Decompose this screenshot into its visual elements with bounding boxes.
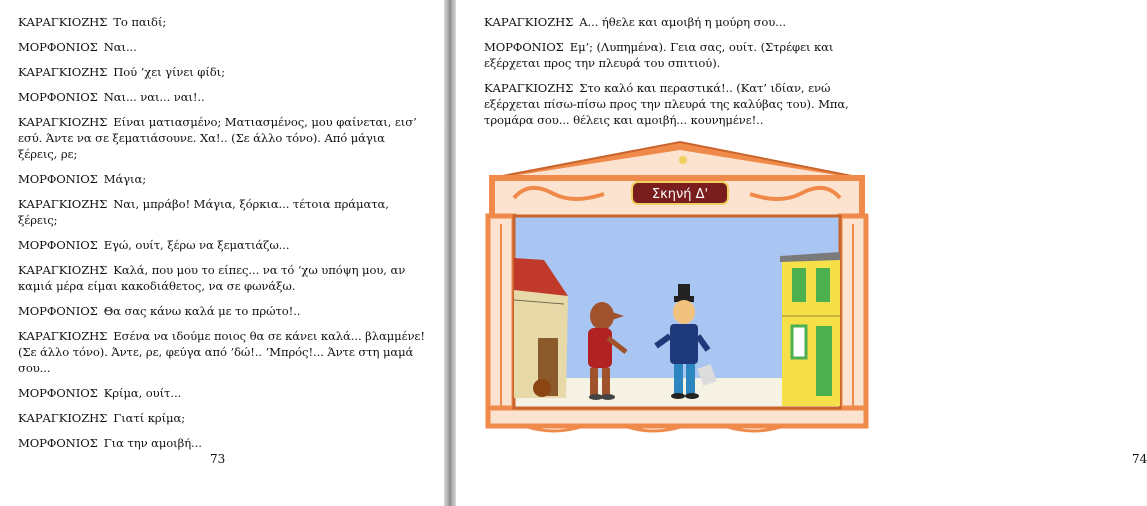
yellow-house-illustration (780, 252, 840, 406)
dialogue-text: Πού ’χει γίνει φίδι; (113, 65, 225, 79)
dialogue-text: Καλά, που μου το είπες... να τό ’χω υπόψη μου, αν καμιά μέρα είμαι κακοδιάθετος, να σε φωνάξω. (18, 263, 406, 293)
speaker-name: ΚΑΡΑΓΚΙΟΖΗΣ (18, 411, 108, 425)
dialogue-text: Ναι... (103, 40, 137, 54)
dialogue-line (18, 196, 426, 228)
dialogue-line (18, 303, 426, 319)
dialogue-line (18, 64, 426, 80)
dialogue-text: Το παιδί; (113, 15, 167, 29)
dialogue-list-left (18, 14, 426, 451)
dialogue-text: Εσένα να ιδούμε ποιος θα σε κάνει καλά... βλαμμένε! (Σε άλλο τόνο). Άντε, ρε, φεύγα από ’δώ!.. ’Μπρός!... Άντε στη μαμά σου... (18, 329, 425, 375)
scene-label: Σκηνή Δ' (651, 187, 709, 202)
dialogue-text: Εγώ, ουίτ, ξέρω να ξεματιάζω... (103, 238, 290, 252)
dialogue-text: Γιατί κρίμα; (113, 411, 186, 425)
dialogue-line (18, 114, 426, 162)
dialogue-text: Κρίμα, ουίτ... (103, 386, 182, 400)
page-number-left: 73 (210, 452, 226, 466)
dialogue-text: Μάγια; (103, 172, 147, 186)
stage-svg (484, 140, 870, 440)
speaker-name: ΜΟΡΦΟΝΙΟΣ (18, 436, 98, 450)
speaker-name: ΜΟΡΦΟΝΙΟΣ (18, 386, 98, 400)
speaker-name: ΚΑΡΑΓΚΙΟΖΗΣ (18, 329, 108, 343)
pediment-ornament (679, 156, 687, 164)
speaker-name: ΜΟΡΦΟΝΙΟΣ (18, 304, 98, 318)
speaker-name: ΜΟΡΦΟΝΙΟΣ (484, 40, 564, 54)
dialogue-line (484, 14, 885, 30)
dialogue-line (484, 80, 885, 128)
speaker-name: ΚΑΡΑΓΚΙΟΖΗΣ (484, 15, 574, 29)
dialogue-line (18, 171, 426, 187)
dialogue-line (18, 262, 426, 294)
dialogue-line (18, 328, 426, 376)
dialogue-line (18, 89, 426, 105)
dialogue-text: Είναι ματιασμένο; Ματιασμένος, μου φαίνεται, εισ’ εσύ. Άντε να σε ξεματιάσουνε. Χα!.. (Σε άλλο τόνο). Από μάγια ξέρεις, ρε; (18, 115, 417, 161)
speaker-name: ΜΟΡΦΟΝΙΟΣ (18, 172, 98, 186)
dialogue-list-right (484, 14, 885, 128)
speaker-name: ΜΟΡΦΟΝΙΟΣ (18, 40, 98, 54)
dialogue-text: Εμ’; (Λυπημένα). Γεια σας, ουίτ. (Στρέφει και εξέρχεται προς την πλευρά του σπιτιού). (484, 40, 834, 70)
dialogue-line (18, 435, 426, 451)
dialogue-line (18, 39, 426, 55)
dialogue-text: Για την αμοιβή... (103, 436, 202, 450)
speaker-name: ΚΑΡΑΓΚΙΟΖΗΣ (18, 65, 108, 79)
stage-base (488, 408, 866, 426)
dialogue-line (18, 385, 426, 401)
page-number-right: 74 (1132, 452, 1147, 466)
speaker-name: ΚΑΡΑΓΚΙΟΖΗΣ (18, 115, 108, 129)
dialogue-text: Α... ήθελε και αμοιβή η μούρη σου... (579, 15, 786, 29)
stage-pediment-inner (512, 150, 842, 176)
dialogue-text: Ναι, μπράβο! Μάγια, ξόρκια... τέτοια πράματα, ξέρεις; (18, 197, 389, 227)
dialogue-text: Ναι... ναι... ναι!.. (103, 90, 205, 104)
speaker-name: ΚΑΡΑΓΚΙΟΖΗΣ (18, 197, 108, 211)
speaker-name: ΜΟΡΦΟΝΙΟΣ (18, 238, 98, 252)
dialogue-text: Στο καλό και περαστικά!.. (Κατ’ ιδίαν, ενώ εξέρχεται πίσω-πίσω προς την πλευρά της καλύβας του). Μπα, τρομάρα σου... θέλεις και αμοιβή... κουνημένε!.. (484, 81, 849, 127)
book-gutter (444, 0, 456, 506)
speaker-name: ΚΑΡΑΓΚΙΟΖΗΣ (18, 263, 108, 277)
speaker-name: ΚΑΡΑΓΚΙΟΖΗΣ (484, 81, 574, 95)
dialogue-text: Θα σας κάνω καλά με το πρώτο!.. (103, 304, 301, 318)
dialogue-line (18, 237, 426, 253)
dialogue-line (18, 410, 426, 426)
shadow-theater-illustration (484, 140, 870, 440)
speaker-name: ΜΟΡΦΟΝΙΟΣ (18, 90, 98, 104)
dialogue-line (18, 14, 426, 30)
dialogue-line (484, 39, 885, 71)
left-page (0, 0, 444, 506)
speaker-name: ΚΑΡΑΓΚΙΟΖΗΣ (18, 15, 108, 29)
